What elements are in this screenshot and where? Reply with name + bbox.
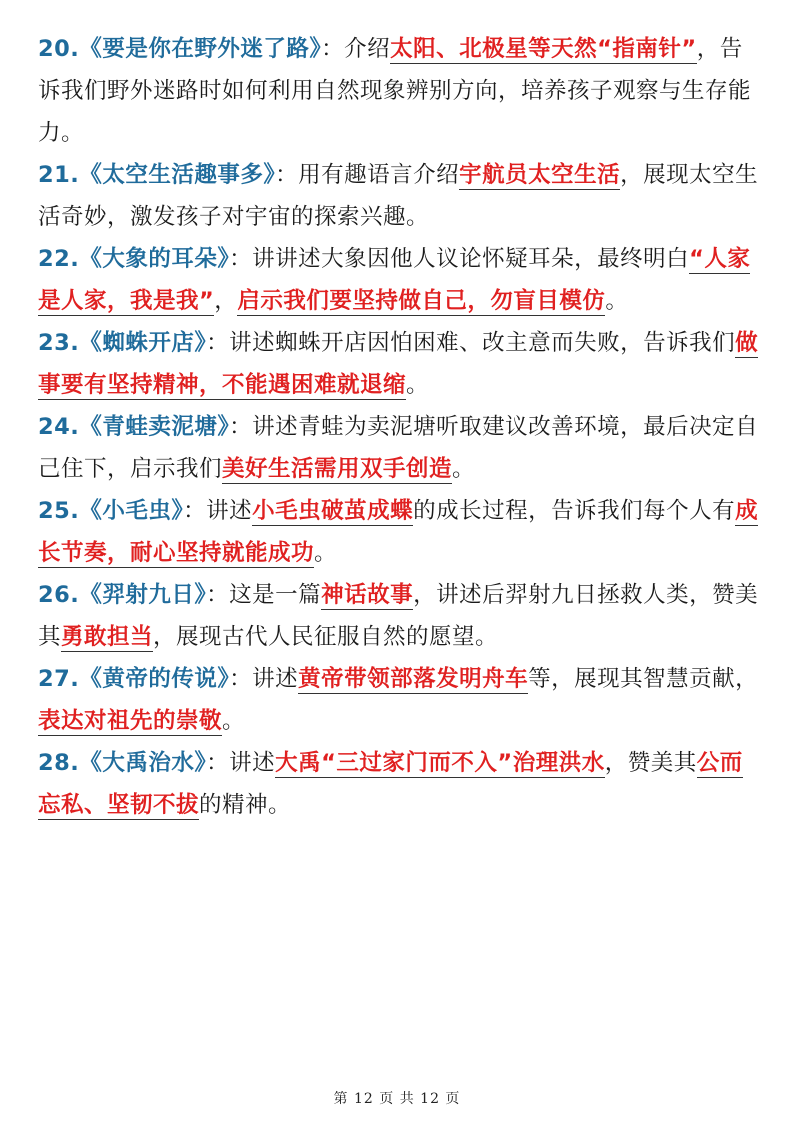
highlighted-keypoint: 表达对祖先的崇敬 xyxy=(38,708,223,734)
entry-number: 28. xyxy=(38,750,80,776)
entry-text: ：讲述 xyxy=(183,498,253,524)
highlighted-keypoint: 黄帝带领部落发明舟车 xyxy=(298,666,529,692)
entry-title: 《太空生活趣事多》 xyxy=(79,162,276,188)
entry-text: ，讲述后羿射九日拯救人类，赞美其 xyxy=(38,582,759,650)
highlighted-keypoint: 宇航员太空生活 xyxy=(459,162,621,188)
lesson-entry xyxy=(38,574,760,658)
highlighted-keypoint: 做事要有坚持精神，不能遇困难就退缩 xyxy=(38,330,759,398)
entry-text: ：介绍 xyxy=(321,36,391,62)
entry-title: 《小毛虫》 xyxy=(79,498,184,524)
entry-text: 。 xyxy=(222,708,246,734)
entry-text: ：讲述青蛙为卖泥塘听取建议改善环境，最后决定自己住下，启示我们 xyxy=(38,414,759,482)
entry-text: ：这是一篇 xyxy=(206,582,322,608)
entry-number: 20. xyxy=(38,36,80,62)
lesson-entry xyxy=(38,154,760,238)
entry-text: ，告诉我们野外迷路时如何利用自然现象辨别方向，培养孩子观察与生存能力。 xyxy=(38,36,752,146)
entry-text: ，展现太空生活奇妙，激发孩子对宇宙的探索兴趣。 xyxy=(38,162,759,230)
entry-title: 《大象的耳朵》 xyxy=(79,246,230,272)
entry-number: 22. xyxy=(38,246,80,272)
lesson-entry xyxy=(38,490,760,574)
entry-title: 《大禹治水》 xyxy=(79,750,207,776)
entry-text: ，展现古代人民征服自然的愿望。 xyxy=(153,624,499,650)
entry-number: 26. xyxy=(38,582,80,608)
entry-number: 23. xyxy=(38,330,80,356)
entry-title: 《黄帝的传说》 xyxy=(79,666,230,692)
highlighted-keypoint: 美好生活需用双手创造 xyxy=(222,456,453,482)
lesson-entry xyxy=(38,28,760,154)
entry-number: 27. xyxy=(38,666,80,692)
entry-number: 24. xyxy=(38,414,80,440)
highlighted-keypoint: 成长节奏，耐心坚持就能成功 xyxy=(38,498,759,566)
highlighted-keypoint: “人家是人家，我是我” xyxy=(38,246,751,314)
entry-title: 《青蛙卖泥塘》 xyxy=(79,414,230,440)
entry-text: ：讲讲述大象因他人议论怀疑耳朵，最终明白 xyxy=(229,246,690,272)
highlighted-keypoint: 大禹“三过家门而不入”治理洪水 xyxy=(275,750,605,776)
page-footer: 第 12 页 共 12 页 xyxy=(333,1091,461,1107)
entry-text: ：讲述 xyxy=(206,750,276,776)
entry-title: 《蜘蛛开店》 xyxy=(79,330,207,356)
entry-text: 的成长过程，告诉我们每个人有 xyxy=(413,498,736,524)
highlighted-keypoint: 小毛虫破茧成蝶 xyxy=(252,498,414,524)
entry-text: 等，展现其智慧贡献， xyxy=(528,666,759,692)
highlighted-keypoint: 勇敢担当 xyxy=(61,624,154,650)
entry-text: ：用有趣语言介绍 xyxy=(275,162,460,188)
highlighted-keypoint: 公而忘私、坚韧不拔 xyxy=(38,750,743,818)
entry-number: 25. xyxy=(38,498,80,524)
entry-list xyxy=(38,28,760,826)
entry-number: 21. xyxy=(38,162,80,188)
lesson-entry xyxy=(38,406,760,490)
lesson-entry xyxy=(38,238,760,322)
entry-text: ，赞美其 xyxy=(604,750,697,776)
lesson-entry xyxy=(38,658,760,742)
entry-text: ：讲述蜘蛛开店因怕困难、改主意而失败，告诉我们 xyxy=(206,330,736,356)
entry-text: ：讲述 xyxy=(229,666,299,692)
entry-title: 《羿射九日》 xyxy=(79,582,207,608)
highlighted-keypoint: 启示我们要坚持做自己，勿盲目模仿 xyxy=(237,288,606,314)
entry-text: ， xyxy=(214,288,238,314)
highlighted-keypoint: 神话故事 xyxy=(321,582,414,608)
entry-text: 的精神。 xyxy=(199,792,292,818)
entry-text: 。 xyxy=(314,540,338,566)
lesson-entry xyxy=(38,322,760,406)
entry-text: 。 xyxy=(406,372,430,398)
entry-text: 。 xyxy=(605,288,629,314)
entry-title: 《要是你在野外迷了路》 xyxy=(79,36,322,62)
lesson-entry xyxy=(38,742,760,826)
highlighted-keypoint: 太阳、北极星等天然“指南针” xyxy=(390,36,697,62)
entry-text: 。 xyxy=(452,456,476,482)
